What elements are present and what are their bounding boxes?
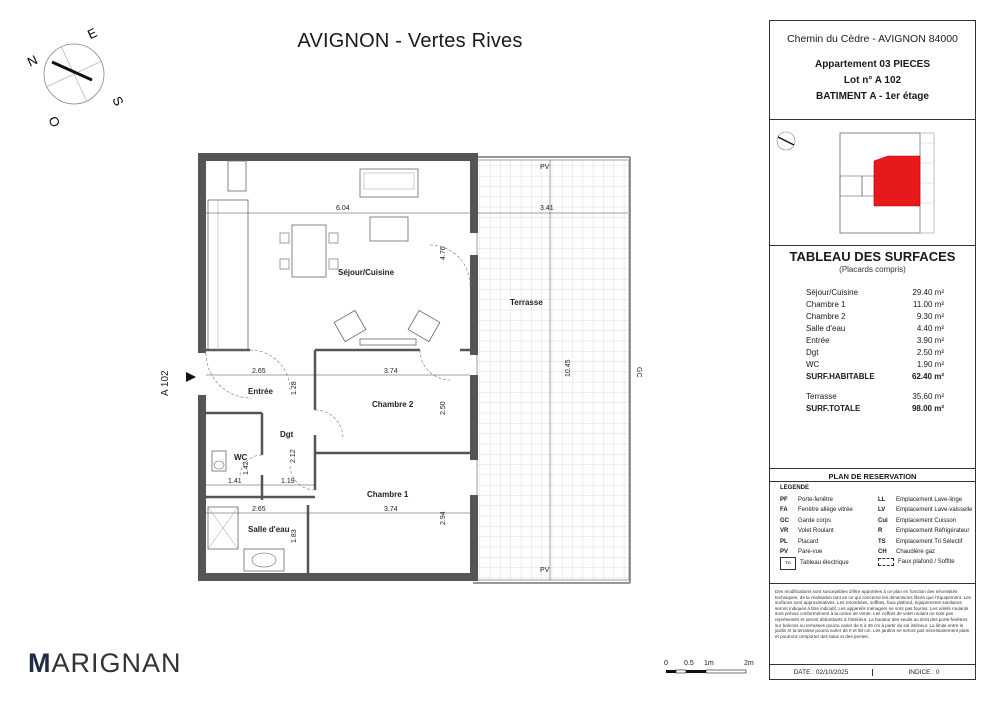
compass-needle — [52, 62, 92, 80]
footer-row — [770, 669, 975, 676]
floor-plan — [150, 145, 650, 595]
compass-s: S — [109, 93, 127, 109]
dim-265b: 2.65 — [252, 506, 266, 513]
room-chambre2: Chambre 2 — [372, 400, 414, 409]
legend-item: Cui Emplacement Cuisson — [878, 517, 957, 524]
dim-341: 3.41 — [540, 205, 554, 212]
room-terrasse: Terrasse — [510, 298, 543, 307]
dim-265a: 2.65 — [252, 368, 266, 375]
compass-o: O — [45, 113, 64, 130]
lot-number: Lot n° A 102 — [843, 75, 902, 86]
legend-item: VR Volet Roulant — [780, 528, 834, 535]
legend-item: LV Emplacement Lave-vaisselle — [878, 507, 973, 514]
legend-item: PF Porte-fenêtre — [780, 497, 834, 503]
legend-left — [780, 495, 853, 570]
apartment-info — [770, 57, 975, 105]
room-entree: Entrée — [248, 387, 273, 396]
reservation-title: PLAN DE RESERVATION — [828, 472, 917, 481]
dim-374b: 3.74 — [384, 506, 398, 513]
dim-pv1: PV — [540, 164, 550, 171]
legend-item: TC Tableau électrique — [780, 557, 853, 569]
legend-item: R Emplacement Réfrigérateur — [878, 528, 970, 535]
dim-141: 1.41 — [228, 478, 242, 485]
dim-294: 2.94 — [440, 511, 447, 525]
faux-plafond-icon — [878, 558, 894, 566]
dim-gc: GC — [635, 367, 642, 378]
legend-item: LL Emplacement Lave-linge — [878, 497, 963, 503]
legend-item: GC Garde corps — [780, 517, 832, 524]
room-sejour: Séjour/Cuisine — [338, 268, 395, 277]
terrace-area — [477, 160, 629, 580]
legend-item: TS Emplacement Tri Sélectif — [878, 538, 963, 545]
address: Chemin du Cèdre - AVIGNON 84000 — [787, 33, 958, 45]
lot-label: A 102 — [160, 370, 171, 396]
dim-476: 4.76 — [440, 246, 447, 260]
room-salle: Salle d'eau — [248, 525, 290, 534]
indice: INDICE : 0 — [872, 669, 975, 676]
surface-row: Entrée 3.90 m² — [806, 336, 944, 345]
surface-row: Séjour/Cuisine 29.40 m² — [806, 288, 944, 297]
compass-rose — [14, 22, 134, 142]
dim-212: 2.12 — [290, 449, 297, 463]
key-plan — [770, 121, 975, 246]
dim-250: 2.50 — [440, 401, 447, 415]
apartment-type: Appartement 03 PIECES — [814, 59, 931, 70]
legend-label: LEGENDE — [780, 485, 810, 491]
legend-item: Faux plafond / Soffite — [878, 557, 972, 567]
scale-2m: 2m — [744, 660, 754, 667]
tc-icon: TC — [780, 557, 796, 569]
surface-row: WC 1.90 m² — [806, 360, 944, 369]
legend-item: PV Pare-vue — [780, 549, 823, 556]
legend-item: FA Fenêtre allège vitrée — [780, 507, 853, 514]
walls — [198, 153, 478, 581]
legend-item: CH Chaudière gaz — [878, 549, 936, 556]
surface-row: Salle d'eau 4.40 m² — [806, 324, 944, 333]
scale-0: 0 — [664, 660, 668, 667]
dim-374a: 3.74 — [384, 368, 398, 375]
dim-142: 1.42 — [243, 461, 250, 475]
dim-183: 1.83 — [291, 529, 298, 543]
room-dgt: Dgt — [280, 430, 294, 439]
dim-119: 1.19 — [281, 478, 295, 485]
legend-item: PL Placard — [780, 538, 819, 545]
dim-1045: 10.45 — [565, 359, 572, 377]
surface-row: Dgt 2.50 m² — [806, 348, 944, 357]
info-panel — [769, 20, 976, 680]
compass-e: E — [84, 24, 100, 43]
surface-row: Chambre 1 11.00 m² — [806, 300, 944, 309]
dim-128: 1.28 — [291, 381, 298, 395]
surface-terrasse: Terrasse 35.60 m² — [806, 392, 944, 401]
compass-n: N — [24, 52, 40, 70]
plan-title: AVIGNON - Vertes Rives — [297, 30, 523, 52]
disclaimer-notes: Des modifications sont susceptibles d'être apportées à ce plan en fonction des nécessités techniques, de la réalisation tant en ce qui concerne les dimensions libres que l'équipement. Les surfaces sont approximatives. Les retombées, soffites, faux plafond, équipements sanitaires seront indiqués à titre indicatif. Les appareils ménagers ne sont pas fournis. Les volets roulants sont prévus conformément à la notice de vente. Les coffres de volet roulant ne sont pas représentés et seront débordants à l'intérieur. La hauteur des seuils au droit des porte-fenêtres sur balcons ou terrasses pourra varier de 5 à 35 cm à partir du sol intérieur. La limite entre le jardin et la terrasse pourra varier de 0 et 60 cm. Les jardins ne seront pas nécessairement plats et pourront comporter des talus et des pentes. — [775, 589, 971, 639]
dim-604: 6.04 — [336, 205, 350, 212]
date: DATE : 02/10/2025 — [793, 669, 849, 676]
scale-1m: 1m — [704, 660, 714, 667]
scale-05: 0.5 — [684, 660, 694, 667]
room-wc: WC — [234, 453, 248, 462]
room-chambre1: Chambre 1 — [367, 490, 409, 499]
legend-right — [878, 495, 972, 568]
surface-habitable: SURF.HABITABLE 62.40 m² — [806, 372, 944, 381]
surfaces-title: TABLEAU DES SURFACES — [789, 249, 956, 264]
marignan-logo: MARIGNAN — [28, 648, 182, 678]
dim-pv2: PV — [540, 567, 550, 574]
surfaces-subtitle: (Placards compris) — [839, 265, 906, 274]
surface-totale: SURF.TOTALE 98.00 m² — [806, 404, 944, 413]
highlighted-lot — [874, 156, 920, 206]
surface-row: Chambre 2 9.30 m² — [806, 312, 944, 321]
entrance-arrow — [186, 372, 196, 382]
building-floor: BATIMENT A - 1er étage — [816, 91, 929, 102]
